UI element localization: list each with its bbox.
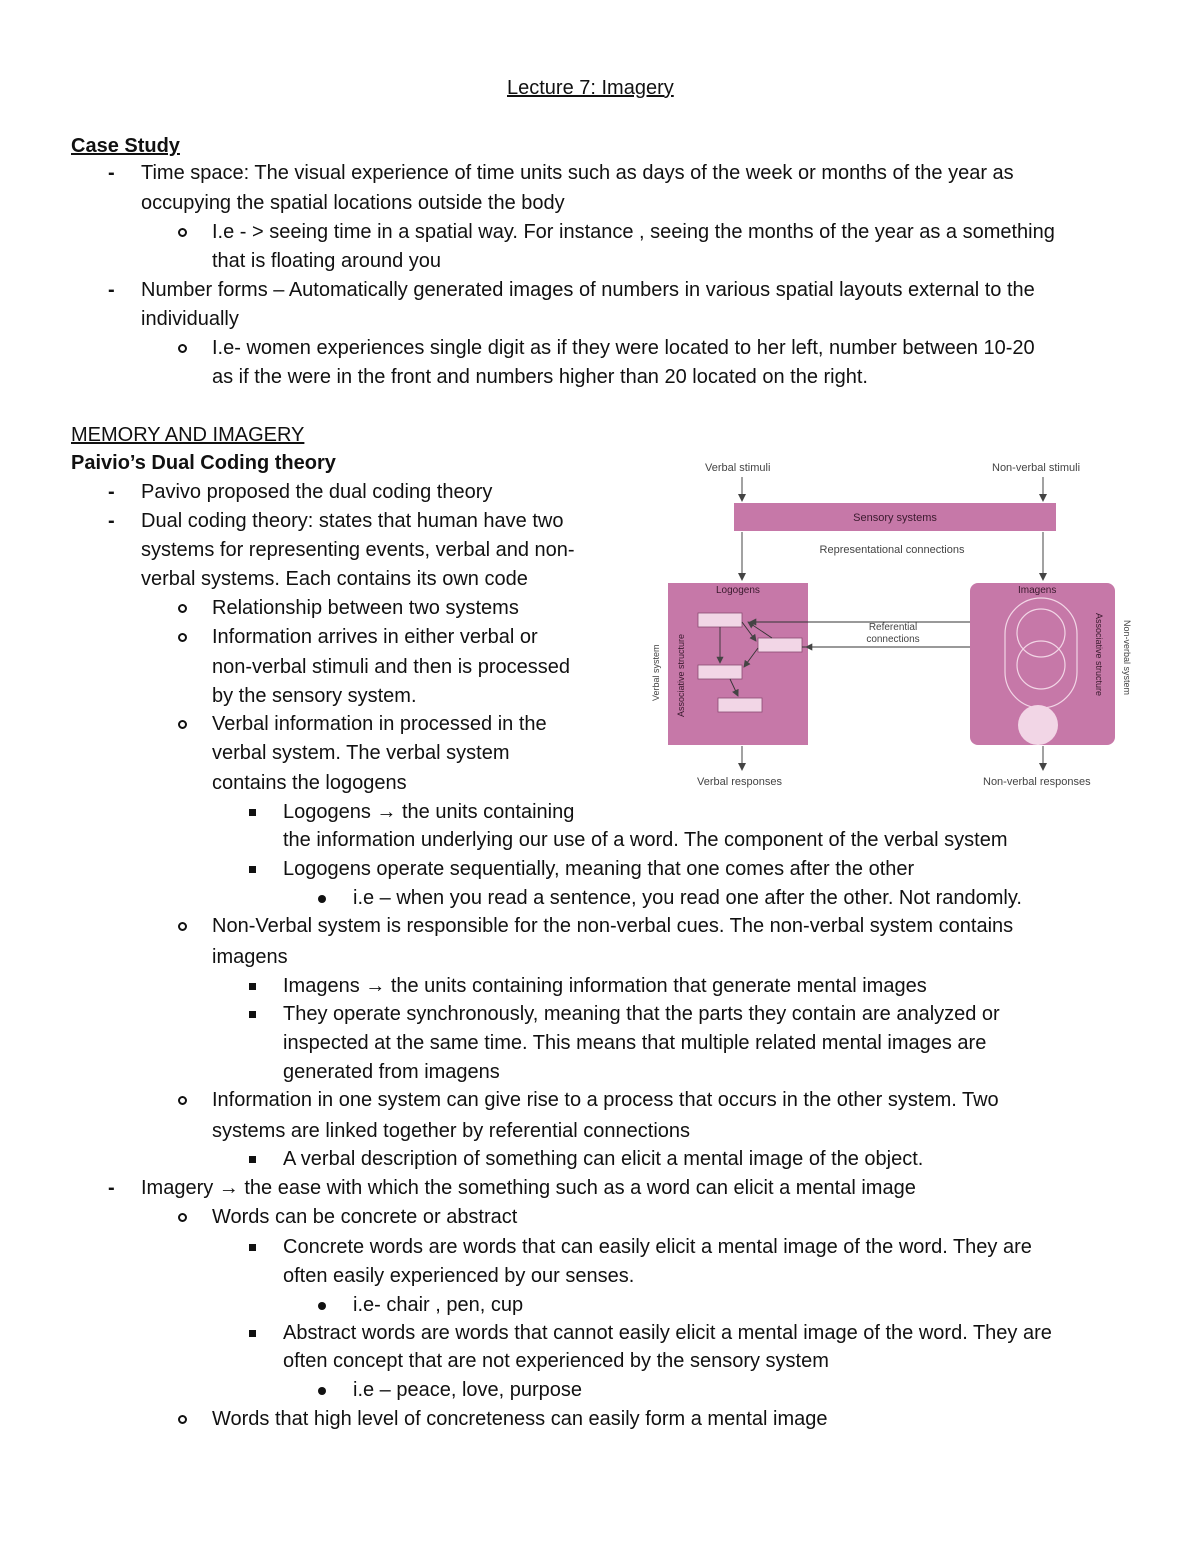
circle-bullet: [178, 604, 187, 613]
text-line: Abstract words are words that cannot easily elicit a mental image of the word. They are: [283, 1322, 1052, 1344]
square-bullet: [249, 1011, 256, 1018]
text-line: Imagens → the units containing information that generate mental images: [283, 975, 927, 997]
text-line: Relationship between two systems: [212, 597, 519, 619]
imagen-unit: [1018, 705, 1058, 745]
dash-bullet: -: [108, 510, 115, 532]
text-line: Imagery → the ease with which the something such as a word can elicit a mental image: [141, 1177, 916, 1199]
text-line: Verbal information in processed in the: [212, 713, 547, 735]
time-space-line2: occupying the spatial locations outside the body: [141, 192, 565, 214]
circle-bullet: [178, 720, 187, 729]
text-line: i.e- chair , pen, cup: [353, 1294, 524, 1316]
logogen-unit: [758, 638, 802, 652]
text-line: Concrete words are words that can easily elicit a mental image of the word. They are: [283, 1236, 1032, 1258]
text-line: i.e – peace, love, purpose: [353, 1379, 583, 1401]
circle-bullet: [178, 922, 187, 931]
dual-coding-subheading: Paivio’s Dual Coding theory: [71, 452, 336, 474]
square-bullet: [249, 809, 256, 816]
time-space-line1: Time space: The visual experience of time units such as days of the week or months of the year as: [141, 162, 1014, 184]
dot-bullet: [318, 895, 326, 903]
text-line: often concept that are not experienced by the sensory system: [283, 1350, 829, 1372]
text-line: Logogens → the units containing: [283, 801, 575, 823]
square-bullet: [249, 1330, 256, 1337]
dot-bullet: [318, 1387, 326, 1395]
imagens-label: Imagens: [1018, 585, 1057, 596]
square-bullet: [249, 983, 256, 990]
text-line: Information in one system can give rise to a process that occurs in the other system. Two: [212, 1089, 999, 1111]
number-forms-sub-line2: as if the were in the front and numbers higher than 20 located on the right.: [212, 366, 868, 388]
case-study-heading: Case Study: [71, 135, 180, 157]
sensory-systems-label: Sensory systems: [853, 512, 937, 524]
nonverbal-responses-label: Non-verbal responses: [983, 776, 1091, 788]
circle-bullet: [178, 1096, 187, 1105]
verbal-stimuli-label: Verbal stimuli: [705, 462, 771, 474]
text-line: by the sensory system.: [212, 685, 417, 707]
text-line: Dual coding theory: states that human have two: [141, 510, 564, 532]
page-title: Lecture 7: Imagery: [507, 77, 674, 99]
circle-bullet: [178, 228, 187, 237]
text-line: systems are linked together by referential connections: [212, 1120, 691, 1142]
nonverbal-system-label: Non-verbal system: [1122, 620, 1132, 696]
logogens-label: Logogens: [716, 585, 760, 596]
time-space-sub-line1: I.e - > seeing time in a spatial way. For instance , seeing the months of the year as a something: [212, 221, 1055, 243]
dash-bullet: -: [108, 162, 115, 184]
text-line: Information arrives in either verbal or: [212, 626, 538, 648]
logogen-unit: [698, 665, 742, 679]
text-line: A verbal description of something can elicit a mental image of the object.: [283, 1148, 924, 1170]
number-forms-sub-line1: I.e- women experiences single digit as if they were located to her left, number between 10-20: [212, 337, 1035, 359]
text-line: verbal systems. Each contains its own code: [141, 568, 528, 590]
text-line: Logogens operate sequentially, meaning that one comes after the other: [283, 858, 915, 880]
assoc-structure-left-label: Associative structure: [676, 633, 686, 717]
square-bullet: [249, 866, 256, 873]
dash-bullet: -: [108, 1177, 115, 1199]
text-line: verbal system. The verbal system: [212, 742, 510, 764]
nonverbal-stimuli-label: Non-verbal stimuli: [992, 462, 1081, 474]
text-line: i.e – when you read a sentence, you read one after the other. Not randomly.: [353, 887, 1022, 909]
memory-heading: MEMORY AND IMAGERY: [71, 424, 305, 446]
text-line: Pavivo proposed the dual coding theory: [141, 481, 493, 503]
assoc-structure-right-label: Associative structure: [1094, 613, 1104, 697]
circle-bullet: [178, 1415, 187, 1424]
time-space-sub-line2: that is floating around you: [212, 250, 442, 272]
dash-bullet: -: [108, 279, 115, 301]
number-forms-line2: individually: [141, 308, 239, 330]
dot-bullet: [318, 1302, 326, 1310]
circle-bullet: [178, 633, 187, 642]
dash-bullet: -: [108, 481, 115, 503]
referential-label-2: connections: [866, 634, 920, 645]
text-line: contains the logogens: [212, 772, 407, 794]
text-line: Words can be concrete or abstract: [212, 1206, 518, 1228]
text-line: non-verbal stimuli and then is processed: [212, 656, 570, 678]
circle-bullet: [178, 344, 187, 353]
referential-label-1: Referential: [868, 622, 918, 633]
logogen-unit: [718, 698, 762, 712]
text-line: often easily experienced by our senses.: [283, 1265, 635, 1287]
text-line: the information underlying our use of a word. The component of the verbal system: [283, 829, 1008, 851]
square-bullet: [249, 1244, 256, 1251]
circle-bullet: [178, 1213, 187, 1222]
text-line: They operate synchronously, meaning that the parts they contain are analyzed or: [283, 1003, 1000, 1025]
verbal-system-box: [668, 583, 808, 745]
number-forms-line1: Number forms – Automatically generated images of numbers in various spatial layouts external to the: [141, 279, 1035, 301]
text-line: generated from imagens: [283, 1061, 500, 1083]
representational-connections-label: Representational connections: [819, 544, 965, 556]
text-line: Non-Verbal system is responsible for the non-verbal cues. The non-verbal system contains: [212, 915, 1014, 937]
text-line: systems for representing events, verbal and non-: [141, 539, 575, 561]
text-line: inspected at the same time. This means that multiple related mental images are: [283, 1032, 987, 1054]
text-line: Words that high level of concreteness can easily form a mental image: [212, 1408, 828, 1430]
logogen-unit: [698, 613, 742, 627]
dual-coding-diagram: [650, 455, 1140, 795]
text-line: imagens: [212, 946, 288, 968]
square-bullet: [249, 1156, 256, 1163]
verbal-responses-label: Verbal responses: [697, 776, 782, 788]
imagen-container: [1005, 598, 1077, 708]
verbal-system-label: Verbal system: [651, 644, 661, 701]
